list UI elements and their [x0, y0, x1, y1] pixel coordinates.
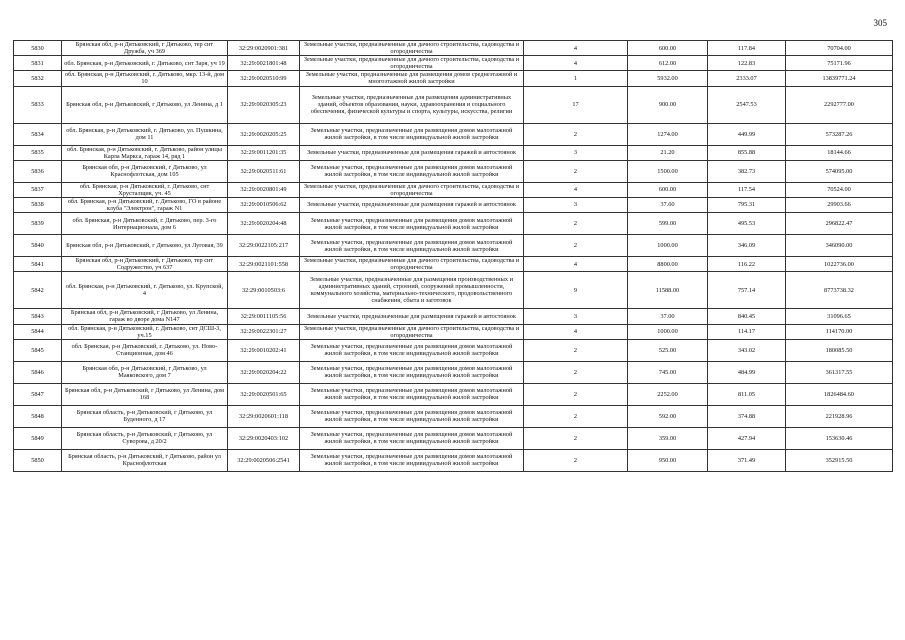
table-row: [14, 160, 893, 182]
address-cell: Брянская область, р-н Дятьковский, г Дятьково, ул Буденного, д 17: [62, 405, 228, 427]
use-group-code-cell: 4: [524, 182, 628, 197]
specific-value-cell: 343.02: [708, 339, 786, 361]
cadastral-value-cell: 13839771.24: [786, 71, 893, 86]
cadastral-number-cell: 32:29:0011201:35: [228, 145, 300, 160]
area-cell: 745.00: [628, 361, 708, 383]
area-cell: 37.60: [628, 197, 708, 212]
use-group-code-cell: 2: [524, 160, 628, 182]
specific-value-cell: 122.83: [708, 56, 786, 71]
area-cell: 900.00: [628, 86, 708, 123]
table-row: [14, 324, 893, 339]
specific-value-cell: 484.99: [708, 361, 786, 383]
use-group-code-cell: 2: [524, 339, 628, 361]
use-group-code-cell: 4: [524, 324, 628, 339]
cadastral-number-cell: 32:29:0021101:558: [228, 257, 300, 272]
cadastral-value-cell: 2292777.00: [786, 86, 893, 123]
cadastral-value-cell: 352915.50: [786, 449, 893, 471]
cadastral-number-cell: 32:29:0020305:23: [228, 86, 300, 123]
cadastral-value-cell: 573287.26: [786, 123, 893, 145]
table-row: [14, 272, 893, 309]
table-row: [14, 339, 893, 361]
cadastral-number-cell: 32:29:0020511:61: [228, 160, 300, 182]
address-cell: обл. Брянская, р-н Дятьковский, г. Дятьково, ул. Крупской, 4: [62, 272, 228, 309]
table-row: [14, 71, 893, 86]
address-cell: Брянская обл, р-н Дятьковский, г Дятьково, тер снт Содружество, уч 637: [62, 257, 228, 272]
cadastral-number-cell: 32:29:0020403:102: [228, 427, 300, 449]
cadastral-number-cell: 32:29:0020510:99: [228, 71, 300, 86]
cadastral-number-cell: 32:29:0010503:6: [228, 272, 300, 309]
cadastral-number-cell: 32:29:0022105:217: [228, 235, 300, 257]
cadastral-value-cell: 574095.00: [786, 160, 893, 182]
land-use-cell: Земельные участки, предназначенные для размещения домов малоэтажной жилой застройки, в том числе индивидуальной жилой застройки: [300, 427, 524, 449]
address-cell: обл. Брянская, р-н Дятьковский, г. Дятьково, снт Заря, уч 19: [62, 56, 228, 71]
row-number-cell: 5838: [14, 197, 62, 212]
cadastral-value-cell: 70704.00: [786, 41, 893, 56]
land-use-cell: Земельные участки, предназначенные для размещения домов малоэтажной жилой застройки, в том числе индивидуальной жилой застройки: [300, 405, 524, 427]
address-cell: обл. Брянская, р-н Дятьковский, г. Дятьково, снт Хрусталщик, уч. 45: [62, 182, 228, 197]
specific-value-cell: 346.09: [708, 235, 786, 257]
area-cell: 612.00: [628, 56, 708, 71]
specific-value-cell: 117.54: [708, 182, 786, 197]
land-use-cell: Земельные участки, предназначенные для размещения домов малоэтажной жилой застройки, в том числе индивидуальной жилой застройки: [300, 235, 524, 257]
land-use-cell: Земельные участки, предназначенные для размещения административных зданий, объектов образования, науки, здравоохранения и социального обеспечения, физической культуры и спорта, культуры, искусства, религии: [300, 86, 524, 123]
table-row: [14, 41, 893, 56]
table-row: [14, 197, 893, 212]
area-cell: 359.00: [628, 427, 708, 449]
area-cell: 600.00: [628, 41, 708, 56]
address-cell: Брянская обл, р-н Дятьковский, г Дятьково, ул Ленина, д 1: [62, 86, 228, 123]
land-use-cell: Земельные участки, предназначенные для дачного строительства, садоводства и огородничества: [300, 257, 524, 272]
address-cell: Брянская обл, р-н Дятьковский, г Дятьково, ул Луговая, 39: [62, 235, 228, 257]
land-use-cell: Земельные участки, предназначенные для дачного строительства, садоводства и огородничества: [300, 182, 524, 197]
row-number-cell: 5832: [14, 71, 62, 86]
specific-value-cell: 427.94: [708, 427, 786, 449]
area-cell: 11588.00: [628, 272, 708, 309]
use-group-code-cell: 17: [524, 86, 628, 123]
row-number-cell: 5844: [14, 324, 62, 339]
specific-value-cell: 449.99: [708, 123, 786, 145]
table-row: [14, 309, 893, 324]
address-cell: Брянская обл, р-н Дятьковский, г Дятьково, ул Краснофлотская, дом 105: [62, 160, 228, 182]
cadastral-value-cell: 1826484.60: [786, 383, 893, 405]
cadastral-number-cell: 32:29:0011105:56: [228, 309, 300, 324]
row-number-cell: 5843: [14, 309, 62, 324]
table-row: [14, 235, 893, 257]
area-cell: 1500.00: [628, 160, 708, 182]
cadastral-value-cell: 8773738.32: [786, 272, 893, 309]
address-cell: обл. Брянская, р-н Дятьковский, г. Дятьково, район улицы Карла Маркса, гараж 14, ряд 1: [62, 145, 228, 160]
use-group-code-cell: 2: [524, 235, 628, 257]
land-use-cell: Земельные участки, предназначенные для дачного строительства, садоводства и огородничества: [300, 41, 524, 56]
area-cell: 592.00: [628, 405, 708, 427]
cadastral-value-cell: 29903.66: [786, 197, 893, 212]
table-row: [14, 145, 893, 160]
cadastral-number-cell: 32:29:0020801:49: [228, 182, 300, 197]
specific-value-cell: 795.31: [708, 197, 786, 212]
address-cell: обл. Брянская, р-н Дятьковский, г. Дятьково, ул. Пушкина, дом 11: [62, 123, 228, 145]
cadastral-value-cell: 153630.46: [786, 427, 893, 449]
row-number-cell: 5842: [14, 272, 62, 309]
page-number: 305: [873, 18, 887, 28]
use-group-code-cell: 2: [524, 383, 628, 405]
row-number-cell: 5837: [14, 182, 62, 197]
cadastral-number-cell: 32:29:0020204:22: [228, 361, 300, 383]
specific-value-cell: 2547.53: [708, 86, 786, 123]
area-cell: 950.00: [628, 449, 708, 471]
cadastral-value-cell: 1022736.00: [786, 257, 893, 272]
row-number-cell: 5847: [14, 383, 62, 405]
land-use-cell: Земельные участки, предназначенные для размещения домов малоэтажной жилой застройки, в том числе индивидуальной жилой застройки: [300, 160, 524, 182]
table-row: [14, 405, 893, 427]
cadastral-number-cell: 32:29:0010506:62: [228, 197, 300, 212]
cadastral-number-cell: 32:29:0020601:118: [228, 405, 300, 427]
specific-value-cell: 117.84: [708, 41, 786, 56]
land-use-cell: Земельные участки, предназначенные для размещения домов малоэтажной жилой застройки, в том числе индивидуальной жилой застройки: [300, 123, 524, 145]
specific-value-cell: 371.49: [708, 449, 786, 471]
use-group-code-cell: 2: [524, 405, 628, 427]
table-row: [14, 182, 893, 197]
specific-value-cell: 811.05: [708, 383, 786, 405]
cadastral-number-cell: 32:29:0010202:41: [228, 339, 300, 361]
area-cell: 1274.00: [628, 123, 708, 145]
row-number-cell: 5830: [14, 41, 62, 56]
table-row: [14, 86, 893, 123]
address-cell: обл. Брянская, р-н Дятьковский, г. Дятьково, ГО в районе клуба "Электрон", гараж N1: [62, 197, 228, 212]
use-group-code-cell: 4: [524, 56, 628, 71]
area-cell: 599.00: [628, 213, 708, 235]
row-number-cell: 5831: [14, 56, 62, 71]
cadastral-value-cell: 75171.96: [786, 56, 893, 71]
use-group-code-cell: 4: [524, 41, 628, 56]
specific-value-cell: 114.17: [708, 324, 786, 339]
area-cell: 5932.00: [628, 71, 708, 86]
area-cell: 1000.00: [628, 235, 708, 257]
area-cell: 37.00: [628, 309, 708, 324]
address-cell: Брянская область, р-н Дятьковский, г Дятьково, ул Суворова, д 20/2: [62, 427, 228, 449]
row-number-cell: 5846: [14, 361, 62, 383]
cadastral-value-cell: 70524.00: [786, 182, 893, 197]
use-group-code-cell: 3: [524, 197, 628, 212]
land-use-cell: Земельные участки, предназначенные для дачного строительства, садоводства и огородничества: [300, 324, 524, 339]
cadastral-number-cell: 32:29:0020901:381: [228, 41, 300, 56]
area-cell: 8800.00: [628, 257, 708, 272]
row-number-cell: 5840: [14, 235, 62, 257]
address-cell: обл. Брянская, р-н Дятьковский, г. Дятьково, пер. 3-го Интернационала, дом 6: [62, 213, 228, 235]
area-cell: 600.00: [628, 182, 708, 197]
use-group-code-cell: 2: [524, 213, 628, 235]
area-cell: 2252.00: [628, 383, 708, 405]
cadastral-number-cell: 32:29:0022301:27: [228, 324, 300, 339]
address-cell: Брянская обл, р-н Дятьковский, г Дятьково, ул Ленина, гараж во дворе дома N147: [62, 309, 228, 324]
address-cell: Брянская обл, р-н Дятьковский, г Дятьково, ул Маяковского, дом 7: [62, 361, 228, 383]
row-number-cell: 5835: [14, 145, 62, 160]
table-row: [14, 123, 893, 145]
address-cell: обл. Брянская, р-н Дятьковский, г. Дятьково, ул. Ново-Станционная, дом 46: [62, 339, 228, 361]
area-cell: 1000.00: [628, 324, 708, 339]
area-cell: 21.20: [628, 145, 708, 160]
use-group-code-cell: 2: [524, 449, 628, 471]
land-use-cell: Земельные участки, предназначенные для дачного строительства, садоводства и огородничества: [300, 56, 524, 71]
cadastral-number-cell: 32:29:0020501:65: [228, 383, 300, 405]
row-number-cell: 5841: [14, 257, 62, 272]
address-cell: Брянская область, р-н Дятьковский, г Дятьково, район ул Краснофлотская: [62, 449, 228, 471]
specific-value-cell: 2333.07: [708, 71, 786, 86]
cadastral-value-cell: 221928.96: [786, 405, 893, 427]
cadastral-value-cell: 31096.65: [786, 309, 893, 324]
table-body: [14, 41, 893, 472]
land-use-cell: Земельные участки, предназначенные для размещения гаражей и автостоянок: [300, 197, 524, 212]
specific-value-cell: 855.88: [708, 145, 786, 160]
land-use-cell: Земельные участки, предназначенные для размещения домов малоэтажной жилой застройки, в том числе индивидуальной жилой застройки: [300, 361, 524, 383]
cadastral-number-cell: 32:29:0020205:25: [228, 123, 300, 145]
land-use-cell: Земельные участки, предназначенные для размещения производственных и административных зданий, строений, сооружений промышленности, коммунального хозяйства, материально-технического, продовольственного снабжения, сбыта и заготовок: [300, 272, 524, 309]
cadastral-number-cell: 32:29:0021801:48: [228, 56, 300, 71]
row-number-cell: 5833: [14, 86, 62, 123]
specific-value-cell: 757.14: [708, 272, 786, 309]
cadastral-value-cell: 346090.00: [786, 235, 893, 257]
use-group-code-cell: 2: [524, 123, 628, 145]
table-row: [14, 449, 893, 471]
cadastral-value-cell: 296822.47: [786, 213, 893, 235]
use-group-code-cell: 3: [524, 309, 628, 324]
cadastral-value-cell: 361317.55: [786, 361, 893, 383]
use-group-code-cell: 2: [524, 427, 628, 449]
table-row: [14, 56, 893, 71]
table-row: [14, 427, 893, 449]
address-cell: обл. Брянская, р-н Дятьковский, г. Дятьково, снт ДСШ-3, уч.15: [62, 324, 228, 339]
land-use-cell: Земельные участки, предназначенные для размещения домов малоэтажной жилой застройки, в том числе индивидуальной жилой застройки: [300, 339, 524, 361]
address-cell: Брянская обл, р-н Дятьковский, г Дятьково, тер снт Дружба, уч 369: [62, 41, 228, 56]
address-cell: обл. Брянская, р-н Дятьковский, г. Дятьково, мкр. 13-й, дом 10: [62, 71, 228, 86]
specific-value-cell: 495.53: [708, 213, 786, 235]
use-group-code-cell: 3: [524, 145, 628, 160]
row-number-cell: 5848: [14, 405, 62, 427]
use-group-code-cell: 9: [524, 272, 628, 309]
cadastral-value-cell: 18144.66: [786, 145, 893, 160]
row-number-cell: 5839: [14, 213, 62, 235]
row-number-cell: 5849: [14, 427, 62, 449]
use-group-code-cell: 1: [524, 71, 628, 86]
specific-value-cell: 116.22: [708, 257, 786, 272]
cadastral-number-cell: 32:29:0020204:48: [228, 213, 300, 235]
table-row: [14, 257, 893, 272]
use-group-code-cell: 2: [524, 361, 628, 383]
row-number-cell: 5834: [14, 123, 62, 145]
land-use-cell: Земельные участки, предназначенные для размещения домов малоэтажной жилой застройки, в том числе индивидуальной жилой застройки: [300, 383, 524, 405]
row-number-cell: 5845: [14, 339, 62, 361]
address-cell: Брянская обл, р-н Дятьковский, г Дятьково, ул Ленина, дом 168: [62, 383, 228, 405]
row-number-cell: 5836: [14, 160, 62, 182]
specific-value-cell: 840.45: [708, 309, 786, 324]
cadastral-value-table: [13, 40, 893, 472]
use-group-code-cell: 4: [524, 257, 628, 272]
area-cell: 525.00: [628, 339, 708, 361]
land-use-cell: Земельные участки, предназначенные для размещения домов среднеэтажной и многоэтажной жилой застройки: [300, 71, 524, 86]
land-use-cell: Земельные участки, предназначенные для размещения домов малоэтажной жилой застройки, в том числе индивидуальной жилой застройки: [300, 213, 524, 235]
row-number-cell: 5850: [14, 449, 62, 471]
cadastral-value-cell: 114170.00: [786, 324, 893, 339]
cadastral-value-cell: 180085.50: [786, 339, 893, 361]
table-row: [14, 383, 893, 405]
specific-value-cell: 382.73: [708, 160, 786, 182]
land-use-cell: Земельные участки, предназначенные для размещения домов малоэтажной жилой застройки, в том числе индивидуальной жилой застройки: [300, 449, 524, 471]
land-use-cell: Земельные участки, предназначенные для размещения гаражей и автостоянок: [300, 309, 524, 324]
table-row: [14, 361, 893, 383]
cadastral-number-cell: 32:29:0020506:2541: [228, 449, 300, 471]
specific-value-cell: 374.88: [708, 405, 786, 427]
land-use-cell: Земельные участки, предназначенные для размещения гаражей и автостоянок: [300, 145, 524, 160]
table-row: [14, 213, 893, 235]
